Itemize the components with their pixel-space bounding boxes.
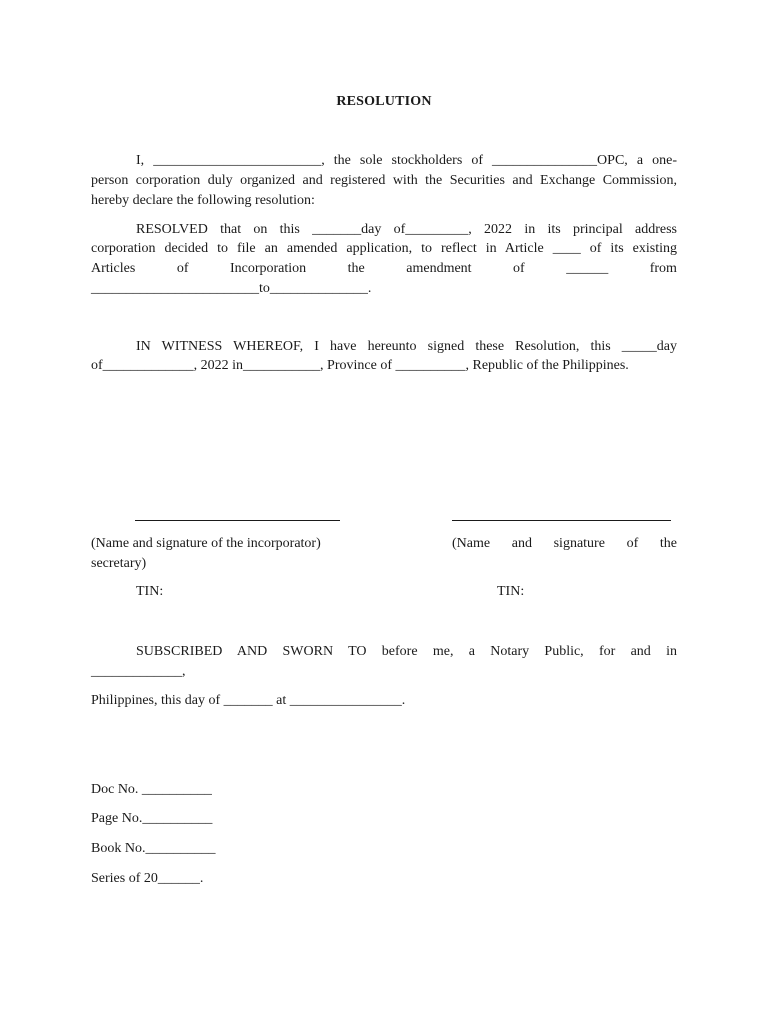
para2-line3-word7: ______	[566, 261, 609, 276]
witness-line2: of_____________, 2022 in___________, Province of __________, Republic of the Philippines.	[91, 358, 629, 373]
page-no-field: Page No.__________	[91, 811, 213, 826]
para1-line3: hereby declare the following resolution:	[91, 193, 315, 208]
notary-line2: _____________,	[91, 664, 186, 679]
para1-line2: person corporation duly organized and registered with the Securities and Exchange Commission,	[91, 173, 677, 188]
para2-line3-word1: Articles	[91, 261, 136, 276]
para2-line3	[91, 261, 677, 277]
incorporator-tin-label: TIN:	[136, 584, 164, 599]
para2-line2: corporation decided to file an amended application, to reflect in Article ____ of its existing	[91, 241, 677, 256]
notary-line3: Philippines, this day of _______ at ________________.	[91, 693, 406, 708]
para2-line3-word8: from	[649, 261, 677, 276]
para2-line1: RESOLVED that on this _______day of_________, 2022 in its principal address	[136, 222, 677, 237]
para2-line3-word3: Incorporation	[229, 261, 307, 276]
secretary-tin-label: TIN:	[497, 584, 525, 599]
para2-line3-word5: amendment	[406, 261, 472, 276]
para1-line1: I, ________________________, the sole stockholders of _______________OPC, a one-	[136, 153, 677, 168]
secretary-signature-line	[452, 520, 671, 521]
para2-line4: ________________________to______________.	[91, 281, 372, 296]
witness-line1: IN WITNESS WHEREOF, I have hereunto signed these Resolution, this _____day	[136, 339, 677, 354]
page-title: RESOLUTION	[336, 94, 432, 109]
incorporator-signature-line	[135, 520, 340, 521]
book-no-field: Book No.__________	[91, 841, 216, 856]
series-field: Series of 20______.	[91, 871, 204, 886]
secretary-caption-line2: secretary)	[91, 556, 147, 571]
para2-line3-word4: the	[347, 261, 365, 276]
para2-line3-word6: of	[513, 261, 525, 276]
incorporator-caption: (Name and signature of the incorporator)	[91, 536, 321, 551]
doc-no-field: Doc No. __________	[91, 782, 212, 797]
para2-line3-word2: of	[176, 261, 189, 276]
notary-line1: SUBSCRIBED AND SWORN TO before me, a Notary Public, for and in	[136, 644, 677, 659]
secretary-caption-line1: (Name and signature of the	[452, 536, 677, 551]
